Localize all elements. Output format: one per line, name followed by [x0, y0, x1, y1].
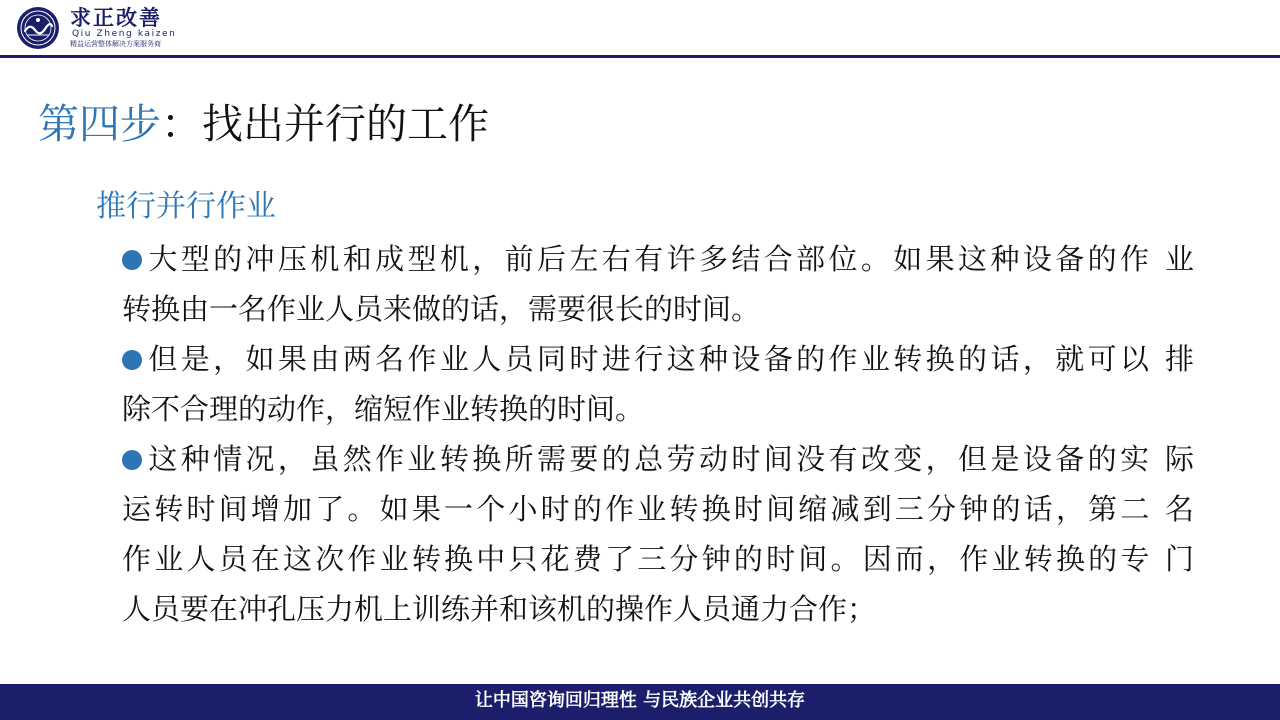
bullet-line: 运转时间增加了。如果一个小时的作业转换时间缩减到三分钟的话，第二 名: [122, 492, 1194, 526]
bullet-line: 人员要在冲孔压力机上训练并和该机的操作人员通力合作；: [122, 592, 877, 626]
logo-title: 求正改善: [70, 6, 162, 30]
logo-romanized-name: Qiu Zheng kaizen: [72, 29, 177, 39]
company-emblem-icon: [12, 5, 64, 51]
page-title-prefix: 第四步: [38, 100, 161, 148]
bullet-dot-icon: [122, 350, 142, 370]
bullet-text: 这种情况，虽然作业转换所需要的总劳动时间没有改变，但是设备的实 际: [145, 442, 1194, 476]
bullet-line: 转换由一名作业人员来做的话，需要很长的时间。: [122, 292, 761, 326]
bullet-dot-icon: [122, 250, 142, 270]
footer-bar: [0, 684, 1280, 720]
bullet-item-2: [122, 334, 1194, 434]
page-title-separator: ：: [161, 100, 202, 148]
bullet-item-1: [122, 234, 1194, 334]
bullet-line: [122, 434, 1194, 484]
bullet-line: 除不合理的动作，缩短作业转换的时间。: [122, 392, 645, 426]
bullet-text: 大型的冲压机和成型机，前后左右有许多结合部位。如果这种设备的作 业: [145, 242, 1194, 276]
header-bar: [0, 0, 1280, 58]
bullet-item-3: [122, 434, 1194, 634]
bullet-line: [122, 234, 1194, 284]
page-title-main: 找出并行的工作: [202, 100, 489, 148]
logo-tagline: 精益运营整体解决方案服务商: [70, 40, 161, 48]
bullet-line: [122, 334, 1194, 384]
header-divider: [0, 55, 1280, 58]
footer-slogan: 让中国咨询回归理性 与民族企业共创共存: [474, 690, 806, 711]
bullet-list: [122, 234, 1194, 634]
section-heading: 推行并行作业: [96, 189, 276, 224]
page-title: [38, 96, 489, 152]
bullet-dot-icon: [122, 450, 142, 470]
bullet-text: 但是，如果由两名作业人员同时进行这种设备的作业转换的话，就可以 排: [145, 342, 1194, 376]
bullet-line: 作业人员在这次作业转换中只花费了三分钟的时间。因而，作业转换的专 门: [122, 542, 1194, 576]
